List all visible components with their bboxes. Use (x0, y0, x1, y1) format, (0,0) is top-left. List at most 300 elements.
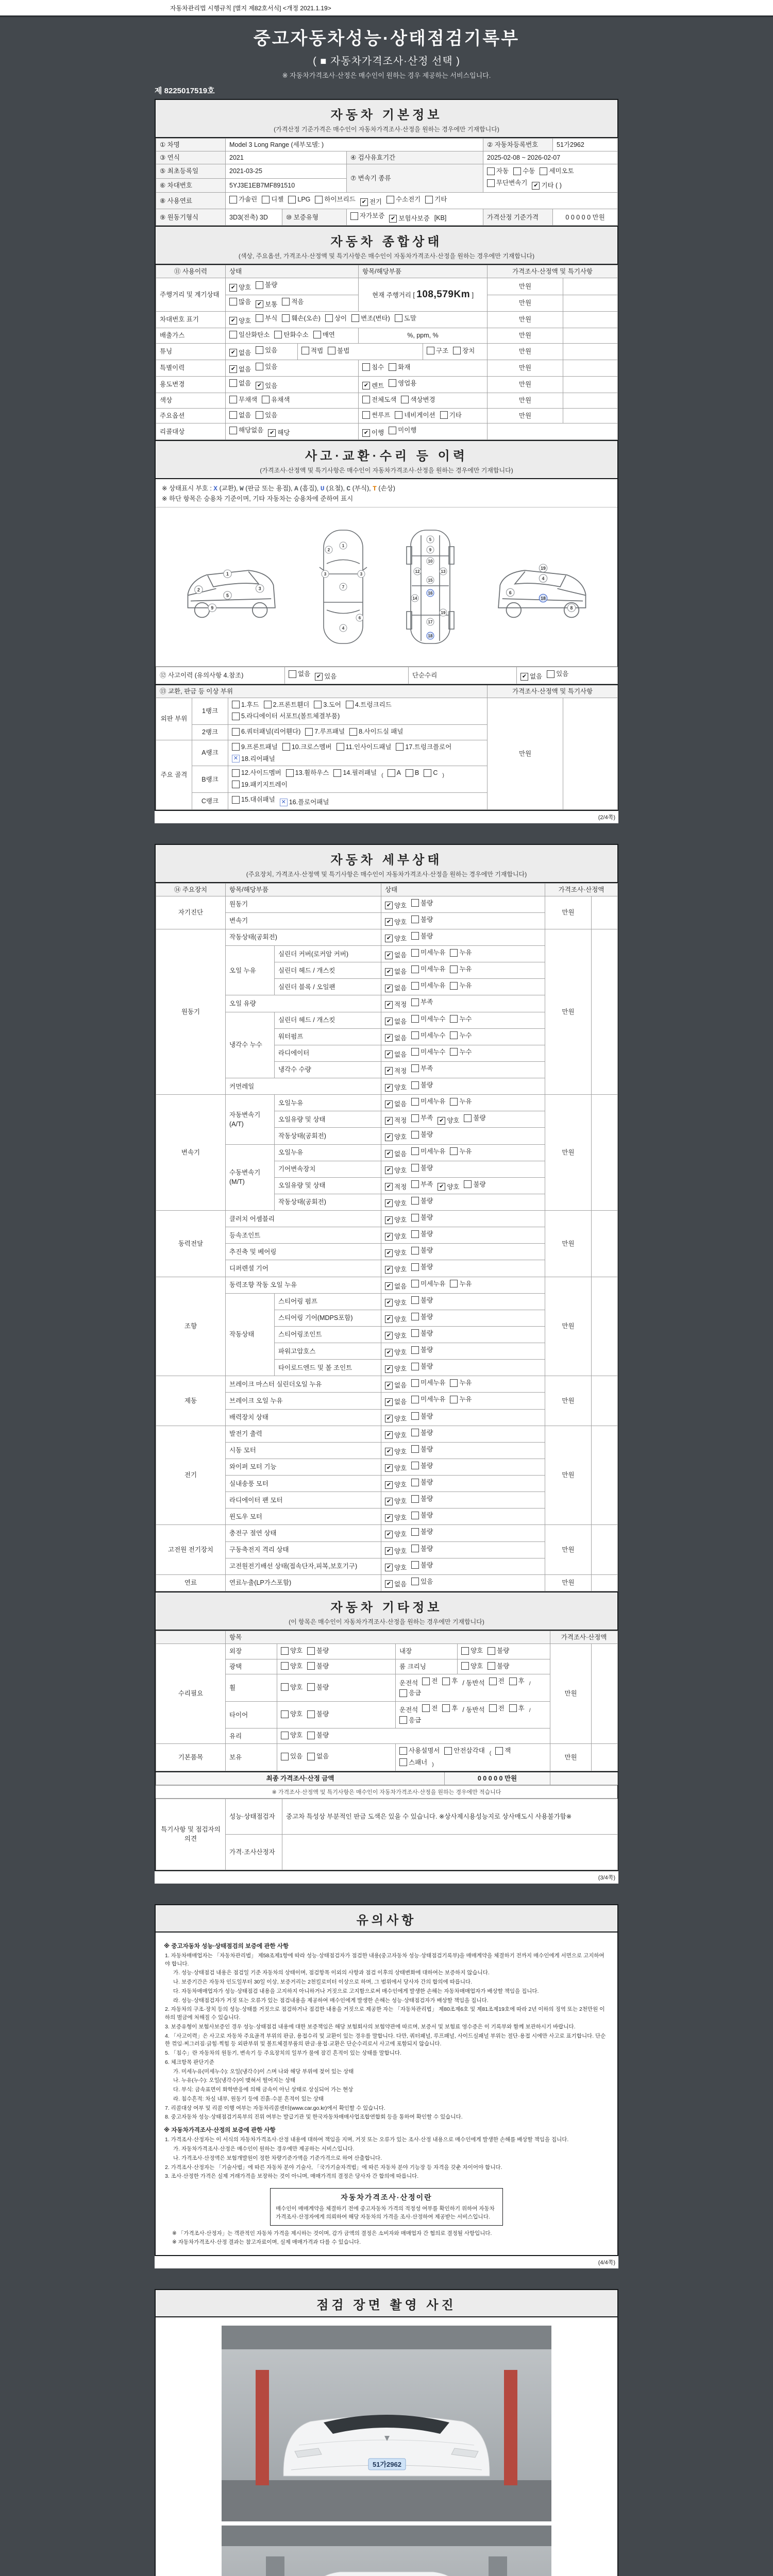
checkbox-option[interactable]: 하이브리드 (315, 195, 355, 204)
table-cell: 차대번호 표기 (156, 311, 226, 328)
checkbox-option[interactable]: A (388, 768, 401, 777)
checkbox-option[interactable]: 불량 (464, 1180, 485, 1189)
checkbox-option[interactable]: ✔ 양호 (385, 1464, 407, 1473)
checkbox-option[interactable]: 5.라디에이터 서포트(볼트체결부품) (232, 711, 340, 721)
notice-footnote: ※ 「가격조사·산정자」는 객관적인 자동차 가격을 제시하는 것이며, 감가 금액의 결정은 소비자와 매매업자 간 협의로 결정될 사항입니다. (172, 2230, 492, 2236)
checkbox-option[interactable]: 전 (422, 1676, 438, 1686)
checkbox-option[interactable]: 훼손(오손) (282, 314, 321, 323)
table-cell: ⑨ 원동기형식 (156, 209, 226, 226)
checkbox-option[interactable]: 침수 (362, 363, 384, 372)
checkbox-option[interactable]: ✔ 없음 (385, 951, 407, 960)
checkbox-option[interactable]: 미세누유 (411, 1378, 445, 1387)
checkbox-icon (229, 331, 237, 338)
checkbox-option[interactable]: 11.인사이드패널 (337, 742, 392, 752)
checkbox-option[interactable]: 후 (442, 1676, 458, 1686)
checkbox-option[interactable]: 양호 (281, 1731, 303, 1740)
checkbox-option[interactable]: 무채색 (229, 395, 257, 404)
checkbox-option[interactable]: 양호 (461, 1646, 483, 1655)
checkbox-icon: ✔ (385, 1216, 393, 1224)
checkbox-option[interactable]: 미세누유 (411, 1097, 445, 1106)
checkbox-option[interactable]: ✔ 없음 (385, 1381, 407, 1390)
table-cell: 주행거리 및 계기상태 (156, 278, 226, 311)
checkbox-icon: ✔ (385, 1332, 393, 1340)
checkbox-option[interactable]: 응급 (399, 1716, 421, 1725)
checkbox-option[interactable]: 부식 (256, 314, 277, 323)
checkbox-option[interactable]: 미이행 (389, 426, 416, 435)
table-cell: 스티어링조인트 (275, 1326, 381, 1343)
checkbox-option[interactable]: 7.루프패널 (305, 727, 345, 736)
checkbox-option[interactable]: ✔ 양호 (385, 1232, 407, 1241)
table-cell: 외장 (226, 1644, 277, 1659)
checkbox-option[interactable]: 불량 (411, 1080, 433, 1090)
table-cell (347, 209, 483, 226)
checkbox-option[interactable]: 17.트렁크플로어 (396, 742, 451, 752)
checkbox-option[interactable]: 있음 (411, 1577, 433, 1586)
table-cell (226, 376, 359, 393)
checkbox-option[interactable]: ✔ 렌트 (362, 381, 384, 391)
checkbox-option[interactable]: 불량 (411, 1412, 433, 1421)
checkbox-option[interactable]: 불량 (411, 1345, 433, 1354)
checkbox-option[interactable]: 누수 (450, 1014, 472, 1024)
checkbox-icon (411, 1131, 419, 1139)
checkbox-option[interactable]: 불량 (256, 280, 277, 290)
table-cell: 항목/해당부품 (226, 883, 381, 896)
checkbox-option[interactable]: ✔ 없음 (385, 1099, 407, 1109)
checkbox-option[interactable]: 불량 (411, 1445, 433, 1454)
checkbox-option[interactable]: 있음 (256, 346, 277, 355)
table-cell: 커먼레일 (226, 1078, 381, 1095)
checkbox-option[interactable]: ✔ 양호 (385, 1248, 407, 1258)
checkbox-option[interactable]: 양호 (281, 1683, 303, 1692)
checkbox-icon (411, 1363, 419, 1370)
checkbox-option[interactable]: 8.사이드실 패널 (349, 727, 403, 736)
checkbox-option[interactable]: ✔ 양호 (385, 1414, 407, 1423)
legend-note: ※ 하단 항목은 승용차 기준이며, 기타 자동차는 승용차에 준하여 표시 (162, 495, 354, 503)
section-subtitle: (이 항목은 매수인이 자동차가격조사·산정을 원하는 경우에만 기재합니다) (289, 1618, 484, 1625)
checkbox-option[interactable]: ✔ 적정 (385, 1066, 407, 1076)
checkbox-option[interactable]: ✔ 없음 (229, 348, 251, 358)
svg-text:7: 7 (342, 585, 344, 590)
checkbox-icon (399, 1747, 407, 1755)
checkbox-option[interactable]: ✔ 양호 (385, 1199, 407, 1208)
checkbox-option[interactable]: 누유 (450, 964, 472, 974)
checkbox-option[interactable]: ✔ 없음 (385, 1033, 407, 1043)
checkbox-icon (346, 701, 354, 708)
checkbox-option[interactable]: 많음 (229, 297, 251, 307)
checkbox-option[interactable]: 불량 (488, 1662, 509, 1671)
checkbox-option[interactable]: 불량 (411, 1229, 433, 1239)
checkbox-icon: ✔ (385, 1117, 393, 1125)
section-title: 자동차 세부상태 (330, 853, 443, 867)
table-cell: 구동축전지 격리 상태 (226, 1541, 381, 1558)
checkbox-icon (281, 1662, 289, 1670)
checkbox-option[interactable]: 12.사이드멤버 (232, 768, 281, 777)
checkbox-option[interactable]: 1.후드 (232, 700, 259, 709)
checkbox-option[interactable]: 불량 (488, 1646, 509, 1655)
checkbox-option[interactable]: ✔ 있음 (256, 381, 277, 391)
table-cell: 실린더 헤드 / 개스킷 (275, 962, 381, 979)
checkbox-option[interactable]: 불량 (411, 1511, 433, 1520)
checkbox-option[interactable]: 자가보증 (350, 211, 384, 221)
table-cell: 0 0 0 0 0 만원 (445, 1772, 550, 1785)
checkbox-option[interactable]: 양호 (281, 1646, 303, 1655)
checkbox-option[interactable]: 썬루프 (362, 411, 390, 420)
checkbox-option[interactable]: ✔ 해당 (268, 428, 290, 437)
checkbox-icon (495, 1747, 503, 1755)
checkbox-option[interactable]: 전 (489, 1676, 505, 1686)
checkbox-icon: ✔ (385, 1001, 393, 1009)
checkbox-option[interactable]: ✔ 양호 (385, 1083, 407, 1092)
checkbox-option[interactable]: 불량 (411, 1544, 433, 1553)
checkbox-icon: ✔ (385, 1150, 393, 1158)
checkbox-option[interactable]: 후 (509, 1676, 525, 1686)
table-cell: 가격조사·산정액 및 특기사항 (488, 685, 618, 698)
checkbox-option[interactable]: 해당없음 (229, 426, 263, 435)
checkbox-option[interactable]: 탄화수소 (274, 330, 308, 340)
checkbox-option[interactable]: ✔ 양호 (385, 1166, 407, 1175)
checkbox-option[interactable]: ✔ 적정 (385, 1116, 407, 1125)
inline-text: ) (432, 1761, 434, 1768)
checkbox-option[interactable]: 없음 (229, 411, 251, 420)
table-cell (381, 1409, 545, 1426)
table-cell: 2021-03-25 (226, 164, 347, 178)
checkbox-option[interactable]: 무단변속기 (487, 178, 527, 188)
checkbox-option[interactable]: 누유 (450, 1395, 472, 1404)
checkbox-option[interactable]: 미세누유 (411, 948, 445, 957)
checkbox-option[interactable]: ✔ 양호 (385, 1132, 407, 1142)
checkbox-option[interactable]: 없음 (229, 379, 251, 388)
checkbox-option[interactable]: 누유 (450, 1279, 472, 1289)
checkbox-option[interactable]: ✔ 적정 (385, 1182, 407, 1192)
checkbox-option[interactable]: 6.쿼터패널(리어휀다) (232, 727, 300, 736)
checkbox-option[interactable]: ✔ 양호 (385, 1563, 407, 1572)
checkbox-icon: ✔ (385, 1199, 393, 1207)
checkbox-option[interactable]: 불량 (411, 1296, 433, 1305)
checkbox-icon (461, 1662, 469, 1670)
checkbox-option[interactable]: 미세누유 (411, 1395, 445, 1404)
checkbox-option[interactable]: ✔ 없음 (520, 672, 542, 681)
checkbox-option[interactable]: 가솔린 (229, 195, 257, 204)
checkbox-option[interactable]: 불량 (411, 1428, 433, 1437)
checkbox-option[interactable]: 잭 (495, 1746, 511, 1755)
checkbox-option[interactable]: ✔ 없음 (385, 1397, 407, 1406)
checkbox-option[interactable]: 부족 (411, 1113, 433, 1123)
checkbox-option[interactable]: ✔ 없음 (385, 967, 407, 976)
checkbox-option[interactable]: 누수 (450, 1031, 472, 1040)
checkbox-option[interactable]: 불량 (411, 1329, 433, 1338)
checkbox-option[interactable]: ✕ 16.플로어패널 (280, 798, 329, 807)
checkbox-option[interactable]: 3.도어 (314, 700, 341, 709)
checkbox-icon (411, 1164, 419, 1172)
checkbox-option[interactable]: ✔ 양호 (385, 1447, 407, 1456)
table-cell: 광택 (226, 1659, 277, 1674)
checkbox-option[interactable]: ✔ 없음 (385, 1017, 407, 1026)
table-cell: 가격조사·산정액 (545, 883, 618, 896)
checkbox-icon (281, 1647, 289, 1655)
checkbox-option[interactable]: ✔ 양호 (385, 1431, 407, 1440)
checkbox-option[interactable]: ✔ 없음 (385, 984, 407, 993)
checkbox-option[interactable]: 화재 (389, 363, 410, 372)
checkbox-option[interactable]: 누유 (450, 1147, 472, 1156)
checkbox-option[interactable]: 변조(변타) (351, 314, 390, 323)
checkbox-option[interactable]: 미세누유 (411, 964, 445, 974)
definition-box-title: 자동차가격조사·산정이란 (341, 2193, 432, 2202)
checkbox-option[interactable]: 스패너 (399, 1758, 427, 1767)
checkbox-option[interactable]: ✔ 없음 (385, 1050, 407, 1059)
checkbox-option[interactable]: 적법 (301, 346, 323, 355)
page-title: 중고자동차성능·상태점검기록부 (253, 29, 520, 48)
checkbox-option[interactable]: 누유 (450, 1378, 472, 1387)
checkbox-option[interactable]: 불량 (307, 1709, 329, 1719)
checkbox-option[interactable]: 부족 (411, 997, 433, 1007)
checkbox-icon: ✔ (438, 1117, 445, 1125)
checkbox-option[interactable]: ✔ 양호 (385, 1265, 407, 1274)
section-subtitle: (색상, 주요옵션, 가격조사·산정액 및 특기사항은 매수인이 자동차가격조사·산정을 원하는 경우에만 기재합니다) (238, 252, 535, 260)
checkbox-option[interactable]: 상이 (325, 314, 347, 323)
checkbox-option[interactable]: ✔ 양호 (385, 1364, 407, 1374)
checkbox-option[interactable]: 불량 (307, 1683, 329, 1692)
checkbox-option[interactable]: 기타 (440, 411, 462, 420)
checkbox-option[interactable]: ✔ 양호 (229, 283, 251, 292)
legend-label: (요철), (324, 485, 347, 493)
checkbox-option[interactable]: ✔ 없음 (385, 1149, 407, 1159)
checkbox-icon: ✔ (385, 1498, 393, 1505)
checkbox-option[interactable]: 미세누유 (411, 1279, 445, 1289)
checkbox-option[interactable]: 누유 (450, 981, 472, 990)
checkbox-option[interactable]: ✔ 없음 (385, 1282, 407, 1291)
table-cell: ① 차명 (156, 139, 226, 151)
svg-text:19: 19 (540, 566, 546, 571)
checkbox-option[interactable]: 불량 (411, 1494, 433, 1503)
checkbox-option[interactable]: ✔ 양호 (385, 1215, 407, 1225)
checkbox-option[interactable]: 유채색 (262, 395, 290, 404)
checkbox-option[interactable]: 불량 (411, 915, 433, 924)
checkbox-option[interactable]: 불량 (411, 1246, 433, 1255)
checkbox-option[interactable]: 안전삼각대 (444, 1746, 484, 1755)
checkbox-option[interactable]: 불량 (411, 931, 433, 941)
checkbox-option[interactable]: 불량 (307, 1662, 329, 1671)
checkbox-option[interactable]: ✔ 양호 (385, 1348, 407, 1357)
checkbox-option[interactable]: 불량 (411, 1461, 433, 1470)
checkbox-option[interactable]: 미세누유 (411, 1147, 445, 1156)
checkbox-option[interactable]: ✔ 없음 (229, 365, 251, 374)
table-cell: 시동 모터 (226, 1442, 381, 1459)
checkbox-option[interactable]: 양호 (461, 1662, 483, 1671)
svg-text:14: 14 (412, 596, 417, 601)
checkbox-option[interactable]: 불량 (464, 1113, 485, 1123)
checkbox-icon (513, 167, 521, 175)
checkbox-option[interactable]: 없음 (307, 1752, 329, 1761)
table-cell: 전기 (156, 1426, 226, 1525)
checkbox-icon (450, 1396, 458, 1403)
checkbox-option[interactable]: 자동 (487, 166, 509, 176)
table-cell (381, 1061, 545, 1078)
checkbox-option[interactable]: 4.트렁크리드 (346, 700, 392, 709)
table-cell (228, 740, 488, 766)
checkbox-icon (264, 701, 272, 708)
checkbox-option[interactable]: ✔ 양호 (385, 934, 407, 943)
checkbox-option[interactable]: 13.휠하우스 (286, 768, 329, 777)
checkbox-option[interactable]: 10.크로스멤버 (282, 742, 332, 752)
checkbox-option[interactable]: ✔ 전기 (360, 197, 382, 207)
section-basic-header (156, 100, 617, 138)
checkbox-option[interactable]: ✔ 적정 (385, 1000, 407, 1009)
checkbox-option[interactable]: ✔ 양호 (385, 918, 407, 927)
checkbox-option[interactable]: 14.필러패널 (333, 768, 377, 777)
checkbox-option[interactable]: 디젤 (262, 195, 283, 204)
checkbox-option[interactable]: 불량 (411, 1527, 433, 1536)
table-cell: 원동기 (226, 896, 381, 912)
checkbox-option[interactable]: 장치 (453, 346, 475, 355)
checkbox-option[interactable]: 불량 (411, 1362, 433, 1371)
checkbox-option[interactable]: 미세누수 (411, 1014, 445, 1024)
checkbox-option[interactable]: 미세누수 (411, 1047, 445, 1057)
checkbox-option[interactable]: 미세누유 (411, 981, 445, 990)
checkbox-option[interactable]: 누유 (450, 948, 472, 957)
checkbox-option[interactable]: 누수 (450, 1047, 472, 1057)
checkbox-option[interactable]: 후 (442, 1704, 458, 1713)
checkbox-option[interactable]: 불량 (307, 1646, 329, 1655)
checkbox-option[interactable]: 세미오토 (540, 166, 574, 176)
table-cell (381, 1509, 545, 1525)
checkbox-option[interactable]: ✔ 보험사보증 (389, 214, 429, 223)
checkbox-option[interactable]: 불량 (411, 1561, 433, 1570)
checkbox-option[interactable]: 불량 (411, 1478, 433, 1487)
checkbox-option[interactable]: 불량 (411, 1213, 433, 1222)
checkbox-option[interactable]: 양호 (281, 1662, 303, 1671)
checkbox-option[interactable]: 부족 (411, 1180, 433, 1189)
checkbox-option[interactable]: 불량 (411, 1196, 433, 1206)
checkbox-option[interactable]: 누유 (450, 1097, 472, 1106)
table-cell: 브레이크 마스터 실린더오일 누유 (226, 1376, 381, 1393)
checkbox-option[interactable]: B (406, 768, 419, 777)
checkbox-option[interactable]: 적음 (282, 297, 304, 307)
checkbox-option[interactable]: 있음 (281, 1752, 303, 1761)
checkbox-option[interactable]: 있음 (547, 669, 568, 679)
checkbox-icon (411, 1479, 419, 1486)
table-cell (226, 311, 488, 328)
checkbox-option[interactable]: 불법 (328, 346, 349, 355)
table-cell: C랭크 (192, 793, 228, 809)
table-cell: 만원 (545, 1277, 592, 1376)
checkbox-option[interactable]: ✕ 18.리어패널 (232, 754, 275, 764)
checkbox-option[interactable]: 수소전기 (386, 195, 421, 204)
section-title: 자동차 종합상태 (330, 235, 443, 249)
checkbox-option[interactable]: 불량 (411, 1163, 433, 1173)
checkbox-option[interactable]: 15.대쉬패널 (232, 795, 275, 804)
checkbox-option[interactable]: 있음 (256, 362, 277, 371)
checkbox-icon (411, 1396, 419, 1403)
checkbox-icon (232, 713, 240, 720)
checkbox-option[interactable]: 색상변경 (401, 395, 435, 404)
checkbox-option[interactable]: 전체도색 (362, 395, 396, 404)
checkbox-option[interactable]: ✔ 양호 (438, 1182, 459, 1192)
svg-text:10: 10 (428, 559, 432, 564)
checkbox-icon (305, 728, 313, 736)
inline-text: / 동반석 (462, 1706, 485, 1714)
checkbox-icon (411, 965, 419, 973)
checkbox-icon (256, 363, 263, 370)
checkbox-option[interactable]: 영업용 (389, 379, 416, 388)
checkbox-icon (509, 1677, 517, 1685)
table-cell: 유리 (226, 1728, 277, 1744)
table-cell (226, 423, 359, 440)
checkbox-option[interactable]: ✔ 양호 (229, 316, 251, 326)
checkbox-option[interactable]: LPG (288, 195, 310, 204)
checkbox-option[interactable]: ✔ 양호 (385, 1530, 407, 1539)
checkbox-option[interactable]: ✔ 양호 (385, 1480, 407, 1489)
checkbox-option[interactable]: 후 (509, 1704, 525, 1713)
checkbox-option[interactable]: 응급 (399, 1688, 421, 1698)
checkbox-option[interactable]: 불량 (411, 1262, 433, 1272)
checkbox-option[interactable]: 불량 (307, 1731, 329, 1740)
checkbox-option[interactable]: ✔ 없음 (385, 1580, 407, 1589)
checkbox-option[interactable]: 네비게이션 (395, 411, 435, 420)
checkbox-icon (450, 1015, 458, 1023)
checkbox-icon: ✔ (268, 429, 276, 437)
checkbox-icon (262, 196, 270, 204)
checkbox-option[interactable]: ✔ 보통 (256, 300, 277, 309)
checkbox-icon (232, 781, 240, 788)
table-cell (381, 1574, 545, 1591)
checkbox-option[interactable]: 양호 (281, 1709, 303, 1719)
checkbox-option[interactable]: ✔ 양호 (385, 1497, 407, 1506)
checkbox-option[interactable]: 기타 (425, 195, 447, 204)
page-marker: (4/4쪽) (155, 2256, 618, 2268)
checkbox-option[interactable]: ✔ 양호 (385, 1513, 407, 1522)
checkbox-option[interactable]: ✔ 기타 ( ) (532, 181, 561, 190)
checkbox-icon: ✔ (385, 1547, 393, 1555)
checkbox-option[interactable]: 전 (422, 1704, 438, 1713)
checkbox-option[interactable]: 구조 (427, 346, 448, 355)
checkbox-option[interactable]: ✔ 양호 (385, 1547, 407, 1556)
checkbox-option[interactable]: ✔ 양호 (385, 901, 407, 910)
checkbox-option[interactable]: 있음 (256, 411, 277, 420)
checkbox-option[interactable]: 부족 (411, 1064, 433, 1073)
checkbox-option[interactable]: C (424, 768, 438, 777)
table-cell (396, 1674, 550, 1701)
checkbox-option[interactable]: 미세누수 (411, 1031, 445, 1040)
checkbox-option[interactable]: ✔ 이행 (362, 428, 384, 437)
checkbox-option[interactable]: 불량 (411, 899, 433, 908)
svg-text:12: 12 (415, 569, 419, 574)
checkbox-option[interactable]: ✔ 있음 (315, 672, 337, 681)
checkbox-option[interactable]: ✔ 양호 (438, 1116, 459, 1125)
checkbox-option[interactable]: 불량 (411, 1130, 433, 1139)
checkbox-option[interactable]: 전 (489, 1704, 505, 1713)
checkbox-option[interactable]: ✔ 양호 (385, 1315, 407, 1324)
checkbox-option[interactable]: 19.패키지트레이 (232, 780, 288, 789)
table-cell (277, 1644, 396, 1659)
checkbox-option[interactable]: 일산화탄소 (229, 330, 270, 340)
checkbox-option[interactable]: 없음 (289, 669, 310, 679)
checkbox-option[interactable]: 사용설명서 (399, 1746, 440, 1755)
checkbox-option[interactable]: ✔ 양호 (385, 1298, 407, 1308)
checkbox-icon (453, 347, 461, 354)
checkbox-option[interactable]: 도말 (395, 314, 416, 323)
table-cell: 변속기 (226, 912, 381, 929)
checkbox-icon (307, 1662, 315, 1670)
checkbox-option[interactable]: 불량 (411, 1312, 433, 1321)
checkbox-option[interactable]: 9.프론트패널 (232, 742, 278, 752)
checkbox-icon (411, 1495, 419, 1503)
checkbox-icon: ✔ (385, 1315, 393, 1323)
table-cell: 내장 (396, 1644, 458, 1659)
checkbox-option[interactable]: ✔ 양호 (385, 1331, 407, 1341)
checkbox-option[interactable]: 2.프론트휀더 (264, 700, 310, 709)
checkbox-option[interactable]: 매연 (313, 330, 335, 340)
checkbox-option[interactable]: 수동 (513, 166, 535, 176)
